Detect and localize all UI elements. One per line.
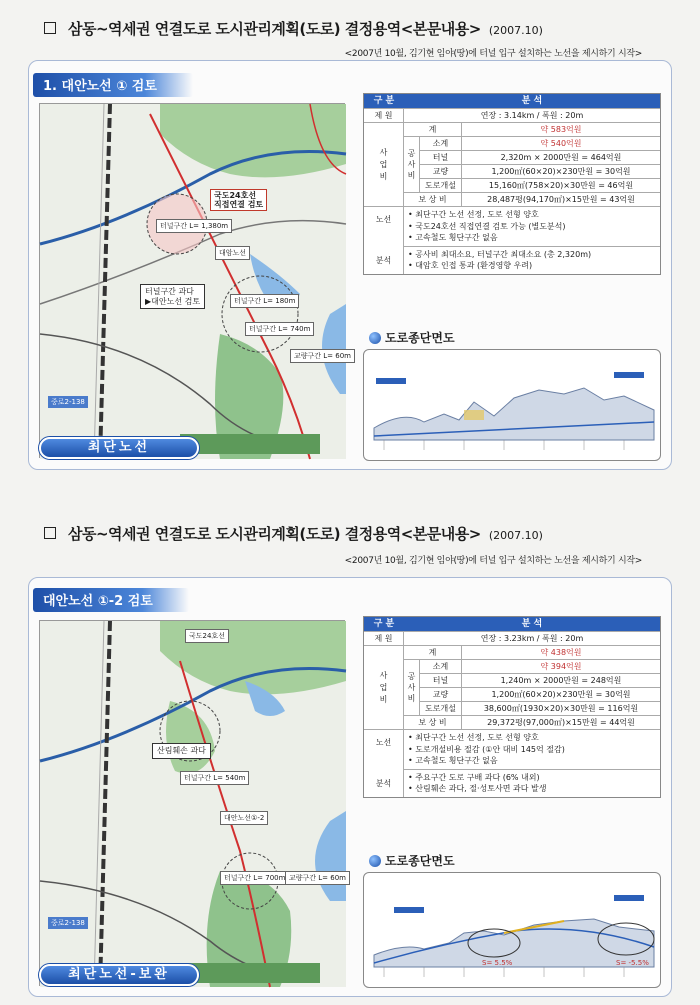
route-analysis-detail xyxy=(404,730,660,797)
table-row-bridge xyxy=(420,687,660,701)
table-header xyxy=(364,94,660,108)
row-value: 38,600㎡(1930×20)×30만원 = 116억원 xyxy=(483,704,639,713)
row-label-cost xyxy=(364,123,404,206)
map-note-line: 터널구간 과다 xyxy=(145,287,194,296)
label-char: 공 xyxy=(407,148,416,158)
label-char: 비 xyxy=(407,171,416,181)
table-header-col1: 구 분 xyxy=(373,619,395,629)
bullet-icon xyxy=(369,332,381,344)
map-note-forest: 산림훼손 과다 xyxy=(152,743,211,759)
page-title: 삼동~역세권 연결도로 도시관리계획(도로) 결정용역<본문내용> xyxy=(68,525,481,543)
section-title-row xyxy=(44,523,543,544)
page-date: (2007.10) xyxy=(488,24,543,37)
row-label: 도로개설 xyxy=(420,702,462,715)
table-row-tunnel xyxy=(420,673,660,687)
table-header-col1: 구 분 xyxy=(373,96,395,106)
map-label-text: 직접연결 검토 xyxy=(214,200,264,210)
slope-label-right: S= -5.5% xyxy=(616,959,649,967)
demerit-item: • 공사비 최대소요, 터널구간 최대소요 (총 2,320m) xyxy=(408,249,656,261)
table-row-bridge xyxy=(420,164,660,178)
table-construction-block xyxy=(404,659,660,715)
table-cost-block xyxy=(364,645,660,729)
row-value: 1,200㎡(60×20)×230만원 = 30억원 xyxy=(491,167,631,176)
merits-list xyxy=(404,730,660,769)
merit-item: • 고속철도 횡단구간 없음 xyxy=(408,755,656,767)
map-label-text: 국도24호선 xyxy=(214,191,257,200)
map-drawing xyxy=(40,621,346,987)
row-label: 소계 xyxy=(420,660,462,673)
checkbox-icon xyxy=(44,527,56,539)
analysis-table xyxy=(363,616,661,798)
table-cost-block xyxy=(364,122,660,206)
merit-item: • 국도24호선 직접연결 검토 가능 (별도분석) xyxy=(408,221,656,233)
table-header xyxy=(364,617,660,631)
map-label-tunnel-1: 터널구간 L= 540m xyxy=(180,771,249,785)
profile-drawing xyxy=(364,873,662,989)
table-row-spec xyxy=(364,108,660,122)
slope-label-left: S= 5.5% xyxy=(482,959,513,967)
label-char: 사 xyxy=(407,682,416,692)
merits-list xyxy=(404,207,660,246)
bullet-icon xyxy=(369,855,381,867)
label-char: 비 xyxy=(379,694,388,704)
label-char: 업 xyxy=(379,682,388,692)
label-char: 사 xyxy=(379,147,388,157)
label-char: 업 xyxy=(379,159,388,169)
map-note-line: ▶대안노선 검토 xyxy=(145,296,201,306)
row-label-construction xyxy=(404,137,420,192)
row-label: 소계 xyxy=(420,137,462,150)
comp-value: 29,372평(97,000㎡)×15만원 = 44억원 xyxy=(487,718,635,727)
road-profile-diagram xyxy=(363,349,661,461)
profile-title-text: 도로종단면도 xyxy=(385,331,455,345)
label-char: 공 xyxy=(407,671,416,681)
table-route-analysis xyxy=(364,206,660,274)
checkbox-icon xyxy=(44,22,56,34)
row-value xyxy=(462,193,660,206)
page-subtitle: <2007년 10월, 김기현 임야(땅)에 터널 입구 설치하는 노선을 제시하기 시작> xyxy=(344,49,642,59)
label-word: 노선 xyxy=(375,738,392,748)
row-label-construction xyxy=(404,660,420,715)
map-label-tunnel-1: 터널구간 L= 1,380m xyxy=(156,219,232,233)
profile-drawing xyxy=(364,350,662,462)
road-profile-diagram xyxy=(363,872,661,988)
table-row-compensation xyxy=(404,192,660,206)
row-value: 약 438억원 xyxy=(540,648,582,657)
demerits-list xyxy=(404,769,660,797)
merit-item: • 최단구간 노선 선정, 도로 선형 양호 xyxy=(408,209,656,221)
map-label-bridge: 교량구간 L= 60m xyxy=(285,871,350,885)
row-label-cost xyxy=(364,646,404,729)
row-label: 교량 xyxy=(420,688,462,701)
row-label: 제 원 xyxy=(364,632,404,645)
row-value: 1,200㎡(60×20)×230만원 = 30억원 xyxy=(491,690,631,699)
review-panel xyxy=(28,577,672,997)
row-label-route xyxy=(364,207,404,274)
table-row-compensation xyxy=(404,715,660,729)
table-row-subtotal xyxy=(420,660,660,673)
row-value: 2,320m × 2000만원 = 464억원 xyxy=(500,153,622,162)
map-label-route24 xyxy=(210,189,267,211)
section-title-row xyxy=(44,18,543,39)
row-value xyxy=(462,716,660,729)
table-row-earthwork xyxy=(420,178,660,192)
demerit-item: • 대암호 인접 통과 (환경영향 우려) xyxy=(408,260,656,272)
table-route-analysis xyxy=(364,729,660,797)
profile-title-text: 도로종단면도 xyxy=(385,854,455,868)
row-label: 보 상 비 xyxy=(404,716,462,729)
comp-value: 28,487평(94,170㎡)×15만원 = 43억원 xyxy=(487,195,635,204)
table-construction-block xyxy=(404,136,660,192)
map-label-route-name: 대암노선 xyxy=(215,246,250,260)
row-label: 터널 xyxy=(420,151,462,164)
route-analysis-detail xyxy=(404,207,660,274)
demerits-list xyxy=(404,246,660,274)
cost-detail xyxy=(404,123,660,206)
demerit-item: • 주요구간 도로 구배 과다 (6% 내외) xyxy=(408,772,656,784)
page-subtitle: <2007년 10월, 김기현 임야(땅)에 터널 입구 설치하는 노선을 제시하기 시작> xyxy=(344,556,642,566)
cost-detail xyxy=(404,646,660,729)
merit-item: • 최단구간 노선 선정, 도로 선형 양호 xyxy=(408,732,656,744)
label-word: 분석 xyxy=(375,256,392,266)
label-char: 비 xyxy=(379,171,388,181)
map-note-tunnel-excess xyxy=(140,284,205,309)
demerit-item: • 산림훼손 과다, 절·성토사면 과다 발생 xyxy=(408,783,656,795)
profile-title xyxy=(369,852,455,869)
row-value: 약 540억원 xyxy=(540,139,582,148)
section-alt-route-1-2 xyxy=(0,505,700,1005)
map-label-tunnel-3: 터널구간 L= 740m xyxy=(245,322,314,336)
row-value: 연장 : 3.14km / 폭원 : 20m xyxy=(480,111,584,120)
analysis-table xyxy=(363,93,661,275)
construction-detail xyxy=(420,660,660,715)
label-word: 노선 xyxy=(375,215,392,225)
map-label-route-name: 대안노선①-2 xyxy=(220,811,268,825)
table-row-subtotal xyxy=(420,137,660,150)
row-label: 제 원 xyxy=(364,109,404,122)
map-label-tunnel-2: 터널구간 L= 700m xyxy=(220,871,289,885)
review-panel xyxy=(28,60,672,470)
row-label: 보 상 비 xyxy=(404,193,462,206)
label-word: 분석 xyxy=(375,779,392,789)
table-row-spec xyxy=(364,631,660,645)
row-value: 연장 : 3.23km / 폭원 : 20m xyxy=(480,634,584,643)
label-char: 사 xyxy=(379,670,388,680)
map-label-road-code: 중로2-138 xyxy=(48,396,88,408)
merit-item: • 도로개설비용 절감 (①안 대비 145억 절감) xyxy=(408,744,656,756)
row-label-route xyxy=(364,730,404,797)
map-label-road-code: 중로2-138 xyxy=(48,917,88,929)
row-value: 약 394억원 xyxy=(540,662,582,671)
row-value: 15,160㎡(758×20)×30만원 = 46억원 xyxy=(488,181,634,190)
row-label: 계 xyxy=(404,123,462,136)
map-label-route24: 국도24호선 xyxy=(185,629,229,643)
row-label: 터널 xyxy=(420,674,462,687)
table-row-total xyxy=(404,123,660,136)
route-map xyxy=(39,103,351,458)
panel-ribbon: 대안노선 ①-2 검토 xyxy=(33,588,189,612)
profile-title xyxy=(369,329,455,346)
row-label: 도로개설 xyxy=(420,179,462,192)
table-row-earthwork xyxy=(420,701,660,715)
map-label-bridge: 교량구간 L= 60m xyxy=(290,349,355,363)
row-label: 계 xyxy=(404,646,462,659)
label-char: 비 xyxy=(407,694,416,704)
page-date: (2007.10) xyxy=(488,529,543,542)
merit-item: • 고속철도 횡단구간 없음 xyxy=(408,232,656,244)
page-title: 삼동~역세권 연결도로 도시관리계획(도로) 결정용역<본문내용> xyxy=(68,20,481,38)
label-char: 사 xyxy=(407,159,416,169)
table-row-total xyxy=(404,646,660,659)
row-label: 교량 xyxy=(420,165,462,178)
section-alt-route-1 xyxy=(0,0,700,480)
route-type-pill: 최단노선-보완 xyxy=(39,964,199,986)
row-value: 약 583억원 xyxy=(540,125,582,134)
table-header-col2: 분 석 xyxy=(521,619,543,629)
map-label-tunnel-2: 터널구간 L= 180m xyxy=(230,294,299,308)
table-row-tunnel xyxy=(420,150,660,164)
table-header-col2: 분 석 xyxy=(521,96,543,106)
route-type-pill: 최단노선 xyxy=(39,437,199,459)
route-map xyxy=(39,620,345,986)
construction-detail xyxy=(420,137,660,192)
panel-ribbon: 1. 대안노선 ① 검토 xyxy=(33,73,193,97)
row-value: 1,240m × 2000만원 = 248억원 xyxy=(500,676,622,685)
